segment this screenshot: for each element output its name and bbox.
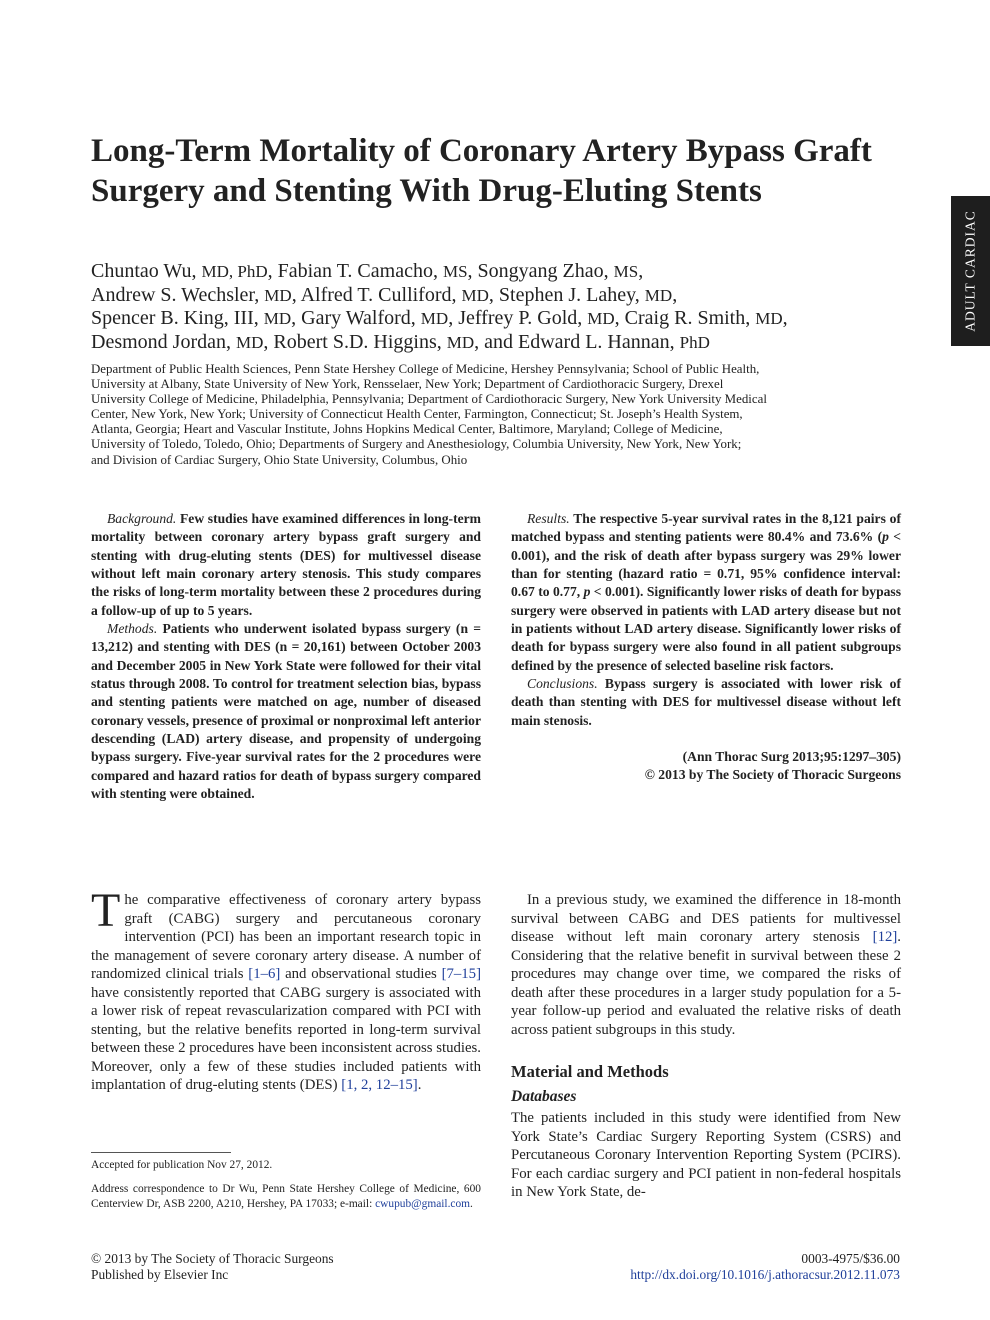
abstract-label: Conclusions. <box>527 676 598 692</box>
p-value-symbol: p <box>583 584 591 600</box>
footer-publisher: Published by Elsevier Inc <box>91 1266 229 1282</box>
drop-cap: T <box>91 884 121 937</box>
affiliations <box>91 362 906 468</box>
author-separator: , <box>782 307 788 329</box>
author-separator: , <box>638 260 644 282</box>
address-text: . <box>470 1198 473 1210</box>
author-name: , Fabian T. Camacho, <box>267 260 443 282</box>
abstract-label: Methods. <box>107 621 158 637</box>
affiliation-line: University College of Medicine, Philadelphia, Pennsylvania; Department of Cardiothoracic Surgery, New York University Medical <box>91 392 767 407</box>
intro-column <box>91 884 482 1095</box>
reference-link[interactable]: [7–15] <box>441 966 482 982</box>
author-degree: MD <box>263 309 292 328</box>
author-degree: MS <box>442 262 468 281</box>
abstract-text: < 0.001). Significantly lower risks of death for bypass surgery were observed in patients with LAD artery disease but not in patients without LAD artery disease. Significantly lower risks of death for bypass surgery were also found in all patient subgroups defined by the presence of selected baseline risk factors. <box>511 584 902 673</box>
author-name: Andrew S. Wechsler, <box>91 283 265 306</box>
abstract-citation-block <box>511 748 901 785</box>
author-degree: MD <box>446 332 475 352</box>
author-degree: MD <box>755 309 783 328</box>
abstract-methods <box>91 620 481 803</box>
affiliation-line: Center, New York, New York; University of Connecticut Health Center, Farmington, Connecticut; St. Joseph’s Health System, <box>91 407 743 422</box>
author-degree: MD <box>264 285 292 305</box>
author-degree: MD, PhD <box>201 262 268 281</box>
article-title: Long-Term Mortality of Coronary Artery Bypass Graft Surgery and Stenting With Drug-Eluting Stents <box>91 133 872 209</box>
body-text: In a previous study, we examined the difference in 18-month survival between CABG and DES patients for multivessel disease without left main coronary artery stenosis <box>511 892 901 945</box>
author-name: , Songyang Zhao, <box>467 260 614 282</box>
affiliation-line: Department of Public Health Sciences, Penn State Hershey College of Medicine, Hershey Pennsylvania; School of Public Health, <box>91 362 760 376</box>
email-link[interactable]: cwupub@gmail.com <box>375 1198 471 1210</box>
body-text: . Considering that the relative benefit in survival between these 2 procedures may change over time, we compared the risks of death after these procedures in a larger study population for a 5-year follow-up period and evaluated the relative risks of death across patient subgroups in this study. <box>511 929 901 1038</box>
abstract-text: Bypass surgery is associated with lower risk of death than stenting with DES for multivessel disease without left main stenosis. <box>511 676 901 728</box>
body-text: he comparative effectiveness of coronary artery bypass graft (CABG) surgery and percutaneous coronary intervention (PCI) has been an important research topic in the management of severe coronary artery disease. A number of randomized clinical trials <box>91 892 481 982</box>
reference-link[interactable]: [1, 2, 12–15] <box>341 1077 418 1093</box>
body-text: . <box>417 1077 422 1093</box>
author-degree: MS <box>613 262 639 281</box>
abstract-left-column <box>91 510 481 804</box>
author-name: , Stephen J. Lahey, <box>488 283 645 306</box>
accepted-note <box>91 1158 481 1173</box>
author-name: , Gary Walford, <box>291 307 421 329</box>
abstract-text: < 0.001), and the risk of death after bypass surgery was 29% lower than for stenting (hazard ratio = 0.71, 95% confidence interval: 0.67 to 0.77, <box>511 529 901 600</box>
body-text: and observational studies <box>280 966 442 982</box>
abstract-label: Background. <box>107 511 177 526</box>
author-separator: , <box>672 283 678 306</box>
author-degree: MD <box>644 285 673 305</box>
abstract-results <box>511 510 901 675</box>
abstract-text: Few studies have examined differences in long-term mortality between coronary artery bypass graft surgery and stenting with drug-eluting stents (DES) for multivessel disease without left main coronary artery stenosis. This study compares the risks of long-term mortality between these 2 procedures during a follow-up of up to 5 years. <box>91 511 481 618</box>
databases-paragraph: The patients included in this study were identified from New York State’s Cardiac Surgery Reporting System (CSRS) and Percutaneous Coronary Intervention Reporting System (PCIRS). For each cardiac surgery and PCI patient in non-federal hospitals in New York State, de- <box>511 1110 901 1200</box>
accepted-date: Accepted for publication Nov 27, 2012. <box>91 1159 273 1171</box>
section-heading: Material and Methods <box>511 1062 669 1081</box>
affiliation-line: and Division of Cardiac Surgery, Ohio State University, Columbus, Ohio <box>91 452 468 467</box>
footer-right <box>560 1251 900 1282</box>
abstract-text: Patients who underwent isolated bypass surgery (n = 13,212) and stenting with DES (n = 20,161) between October 2003 and December 2005 in New York State were followed for their vital status through 2008. To control for treatment selection bias, bypass and stenting patients were matched on age, number of diseased coronary vessels, presence of proximal or nonproximal left anterior descending (LAD) artery disease, and propensity of undergoing bypass surgery. Five-year survival rates for the 2 procedures were compared and hazard ratios for death of bypass surgery compared with stenting were obtained. <box>91 621 481 802</box>
footer-left <box>91 1251 491 1282</box>
author-name: Spencer B. King, III, <box>91 307 264 329</box>
author-name: , Robert S.D. Higgins, <box>263 330 447 353</box>
author-degree: MD <box>461 285 489 305</box>
author-name: , Alfred T. Culliford, <box>291 283 462 306</box>
author-list <box>91 260 911 354</box>
correspondence-address <box>91 1182 481 1212</box>
abstract-background <box>91 510 481 620</box>
author-degree: MD <box>587 309 615 328</box>
affiliation-line: Atlanta, Georgia; Heart and Vascular Institute, Johns Hopkins Medical Center, Baltimore, Maryland; College of Medicine, <box>91 422 723 437</box>
author-name: , and Edward L. Hannan, <box>474 330 680 353</box>
reference-link[interactable]: [1–6] <box>248 966 281 982</box>
author-degree: MD <box>420 309 449 328</box>
author-line <box>91 260 911 284</box>
body-text: have consistently reported that CABG surgery is associated with a lower risk of repeat revascularization compared with PCI with stenting, but the relative benefits reported in long-term survival between these 2 procedures have been inconsistent across studies. Moreover, only a few of these studies included patients with implantation of drug-eluting stents (DES) <box>91 984 481 1093</box>
intro-paragraph <box>91 884 482 1095</box>
author-line <box>91 331 911 355</box>
address-text: Address correspondence to Dr Wu, Penn State Hershey College of Medicine, 600 Centerview Dr, ASB 2200, A210, Hershey, PA 17033; e-mail: <box>91 1183 481 1210</box>
author-degree: MD <box>235 332 264 352</box>
abstract-conclusions <box>511 675 901 730</box>
abstract-label: Results. <box>527 511 570 526</box>
footer-price: 0003-4975/$36.00 <box>801 1251 900 1266</box>
abstract-right-column <box>511 510 901 785</box>
footnote-divider <box>91 1152 231 1153</box>
section-side-tab <box>951 196 990 346</box>
reference-link[interactable]: [12] <box>872 929 898 945</box>
author-name: Desmond Jordan, <box>91 330 236 353</box>
doi-link[interactable]: http://dx.doi.org/10.1016/j.athoracsur.2012.11.073 <box>630 1266 900 1282</box>
affiliation-line: University of Toledo, Toledo, Ohio; Departments of Surgery and Anesthesiology, Columbia University, New York, New York; <box>91 437 742 452</box>
abstract-text: The respective 5-year survival rates in the 8,121 pairs of matched bypass and stenting patients were 80.4% and 73.6% ( <box>511 511 901 545</box>
subsection-heading: Databases <box>511 1087 577 1105</box>
abstract-copyright: © 2013 by The Society of Thoracic Surgeons <box>644 767 901 783</box>
correspondence-note <box>91 1182 481 1212</box>
affiliation-line: University at Albany, State University of New York, Rensselaer, New York; Department of Cardiothoracic Surgery, Drexel <box>91 377 724 392</box>
side-tab-label: ADULT CARDIAC <box>962 210 978 332</box>
footer-copyright: © 2013 by The Society of Thoracic Surgeons <box>91 1251 334 1266</box>
previous-study-paragraph <box>511 891 901 1039</box>
journal-citation: (Ann Thorac Surg 2013;95:1297–305) <box>682 749 901 765</box>
author-line <box>91 284 911 308</box>
author-name: , Craig R. Smith, <box>614 307 756 329</box>
right-body-column <box>511 891 901 1202</box>
author-degree: PhD <box>679 332 710 352</box>
author-name: , Jeffrey P. Gold, <box>448 307 588 329</box>
author-line <box>91 307 911 331</box>
p-value-symbol: p <box>882 529 889 545</box>
author-name: Chuntao Wu, <box>91 260 202 282</box>
